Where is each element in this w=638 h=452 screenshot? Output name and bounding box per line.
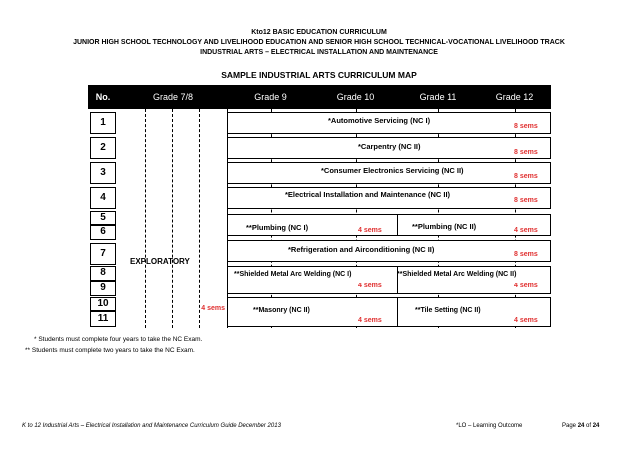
header-line-2: JUNIOR HIGH SCHOOL TECHNOLOGY AND LIVELIHOOD EDUCATION AND SENIOR HIGH SCHOOL TECHNICAL-VOCATIONAL LIVELIHOOD TRACK bbox=[73, 39, 565, 46]
course-sems: 4 sems bbox=[514, 317, 538, 324]
row-number-3: 3 bbox=[90, 162, 116, 184]
semester-divider bbox=[145, 109, 146, 328]
table-header-bar bbox=[88, 85, 551, 109]
page-total: 24 bbox=[592, 423, 600, 429]
course-label: **Shielded Metal Arc Welding (NC II) bbox=[397, 271, 517, 278]
header-grade-10: Grade 10 bbox=[336, 92, 375, 102]
curriculum-map-title: SAMPLE INDUSTRIAL ARTS CURRICULUM MAP bbox=[221, 70, 417, 80]
page-of: of bbox=[584, 423, 593, 429]
course-sems: 4 sems bbox=[514, 283, 538, 289]
exploratory-sems: 4 sems bbox=[201, 305, 225, 312]
header-grade-7-8: Grade 7/8 bbox=[152, 92, 194, 102]
page-current: 24 bbox=[577, 423, 585, 429]
row-number-7: 7 bbox=[90, 243, 116, 265]
course-sems: 4 sems bbox=[514, 227, 538, 234]
course-label: **Tile Setting (NC II) bbox=[415, 307, 481, 314]
row-number-2: 2 bbox=[90, 137, 116, 159]
footer-lo-note: *LO – Learning Outcome bbox=[456, 423, 523, 429]
semester-divider bbox=[172, 109, 173, 328]
course-label: *Refrigeration and Airconditioning (NC II) bbox=[288, 245, 435, 254]
exploratory-label: EXPLORATORY bbox=[130, 257, 190, 266]
course-sems: 8 sems bbox=[514, 123, 538, 130]
course-label: **Plumbing (NC II) bbox=[412, 222, 477, 231]
course-label: *Carpentry (NC II) bbox=[358, 142, 421, 151]
row-number-5: 5 bbox=[90, 211, 116, 225]
course-sems: 4 sems bbox=[358, 283, 382, 289]
header-line-3: INDUSTRIAL ARTS – ELECTRICAL INSTALLATION AND MAINTENANCE bbox=[200, 49, 438, 56]
row-number-4: 4 bbox=[90, 187, 116, 209]
course-sems: 4 sems bbox=[358, 317, 382, 324]
course-label: **Shielded Metal Arc Welding (NC I) bbox=[234, 271, 352, 278]
footer-guide-title: K to 12 Industrial Arts – Electrical Installation and Maintenance Curriculum Guide December 2013 bbox=[22, 423, 281, 429]
course-sems: 8 sems bbox=[514, 251, 538, 258]
row-number-9: 9 bbox=[90, 281, 116, 296]
row-number-8: 8 bbox=[90, 266, 116, 281]
header-grade-12: Grade 12 bbox=[495, 92, 534, 102]
course-label: **Masonry (NC II) bbox=[253, 307, 310, 314]
course-label: *Electrical Installation and Maintenance (NC II) bbox=[285, 190, 451, 199]
row-number-11: 11 bbox=[90, 311, 116, 327]
footer-page-number bbox=[562, 423, 599, 429]
course-sems: 8 sems bbox=[514, 197, 538, 204]
course-sems: 8 sems bbox=[514, 149, 538, 156]
note-two-years: ** Students must complete two years to take the NC Exam. bbox=[25, 347, 195, 354]
header-no: No. bbox=[95, 92, 111, 102]
page-prefix: Page bbox=[562, 423, 578, 429]
note-four-years: * Students must complete four years to take the NC Exam. bbox=[34, 336, 203, 343]
header-line-1: Kto12 BASIC EDUCATION CURRICULUM bbox=[251, 29, 387, 36]
course-sems: 8 sems bbox=[514, 173, 538, 180]
header-grade-11: Grade 11 bbox=[419, 92, 457, 102]
course-sems: 4 sems bbox=[358, 227, 382, 234]
semester-divider bbox=[199, 109, 200, 328]
row-number-6: 6 bbox=[90, 225, 116, 240]
curriculum-map-table bbox=[88, 85, 551, 328]
course-label: *Consumer Electronics Servicing (NC II) bbox=[321, 166, 464, 175]
row-number-1: 1 bbox=[90, 112, 116, 134]
row-number-10: 10 bbox=[90, 297, 116, 311]
header-grade-9: Grade 9 bbox=[254, 92, 287, 102]
course-label: **Plumbing (NC I) bbox=[246, 223, 309, 232]
course-label: *Automotive Servicing (NC I) bbox=[328, 116, 431, 125]
